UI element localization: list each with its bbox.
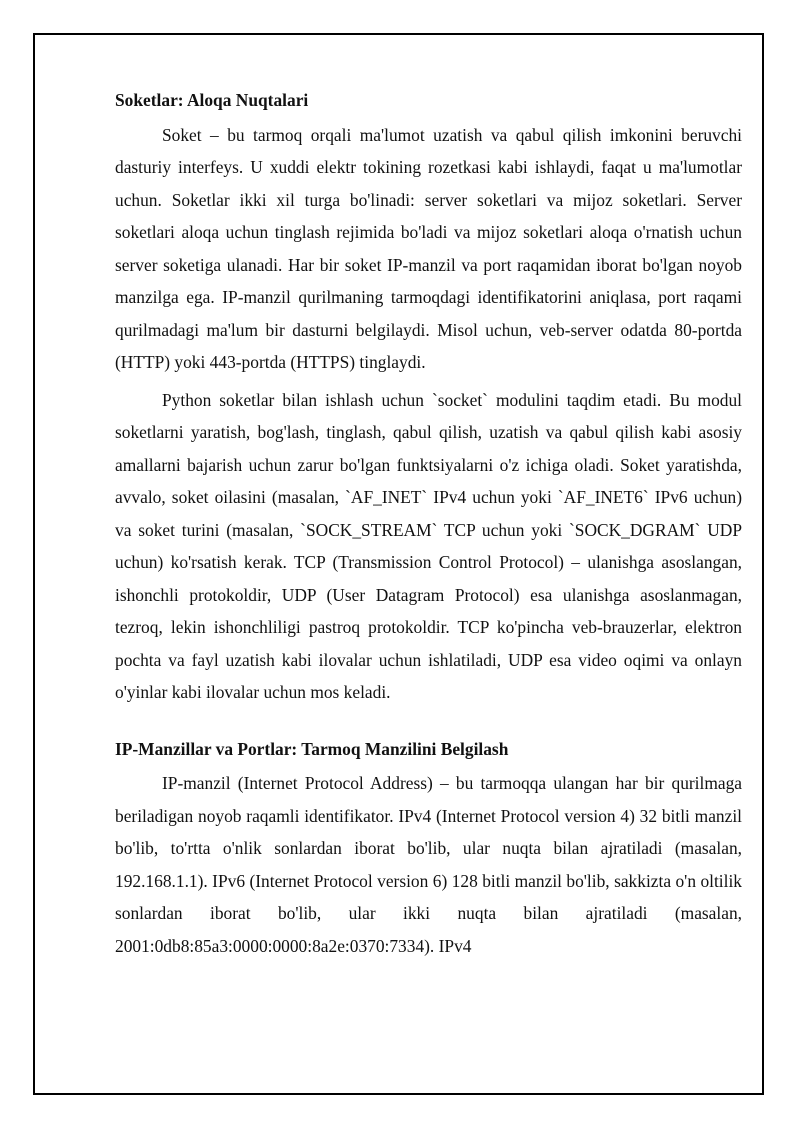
paragraph: IP-manzil (Internet Protocol Address) – bu tarmoqqa ulangan har bir qurilmaga beriladigan noyob raqamli identifikator. IPv4 (Internet Protocol version 4) 32 bitli manzil bo'lib, to'rtta o'nlik sonlardan iborat bo'lib, ular nuqta bilan ajratiladi (masalan, 192.168.1.1). IPv6 (Internet Protocol version 6) 128 bitli manzil bo'lib, sakkizta o'n oltilik sonlardan iborat bo'lib, ular ikki nuqta bilan ajratiladi (masalan, 2001:0db8:85a3:0000:0000:8a2e:0370:7334). IPv4 — [115, 773, 742, 956]
section-heading: IP-Manzillar va Portlar: Tarmoq Manzilini Belgilash — [115, 738, 509, 759]
document-body — [115, 84, 742, 962]
section-heading: Soketlar: Aloqa Nuqtalari — [115, 90, 309, 110]
section-spacer — [115, 709, 742, 733]
section-ip-addresses — [115, 733, 742, 963]
section-sockets — [115, 84, 742, 709]
paragraph: Soket – bu tarmoq orqali ma'lumot uzatish va qabul qilish imkonini beruvchi dasturiy interfeys. U xuddi elektr tokining rozetkasi kabi ishlaydi, faqat u ma'lumotlar uchun. Soketlar ikki xil turga bo'linadi: server soketlari va mijoz soketlari. Server soketlari aloqa uchun tinglash rejimida bo'ladi va mijoz soketlari aloqa o'rnatish uchun server soketiga ulanadi. Har bir soket IP-manzil va port raqamidan iborat bo'lgan noyob manzilga ega. IP-manzil qurilmaning tarmoqdagi identifikatorini aniqlasa, port raqami qurilmadagi ma'lum bir dasturni belgilaydi. Misol uchun, veb-server odatda 80-portda (HTTP) yoki 443-portda (HTTPS) tinglaydi. — [115, 124, 742, 372]
paragraph: Python soketlar bilan ishlash uchun `socket` modulini taqdim etadi. Bu modul soketlarni yaratish, bog'lash, tinglash, qabul qilish, uzatish va qabul qilish kabi asosiy amallarni bajarish uchun zarur bo'lgan funktsiyalarni o'z ichiga oladi. Soket yaratishda, avvalo, soket oilasini (masalan, `AF_INET` IPv4 uchun yoki `AF_INET6` IPv6 uchun) va soket turini (masalan, `SOCK_STREAM` TCP uchun yoki `SOCK_DGRAM` UDP uchun) ko'rsatish kerak. TCP (Transmission Control Protocol) – ulanishga asoslangan, ishonchli protokoldir, UDP (User Datagram Protocol) esa ulanishga asoslanmagan, tezroq, lekin ishonchliligi pastroq protokoldir. TCP ko'pincha veb-brauzerlar, elektron pochta va fayl uzatish kabi ilovalar uchun ishlatiladi, UDP esa video oqimi va onlayn o'yinlar kabi ilovalar uchun mos keladi. — [115, 389, 742, 702]
